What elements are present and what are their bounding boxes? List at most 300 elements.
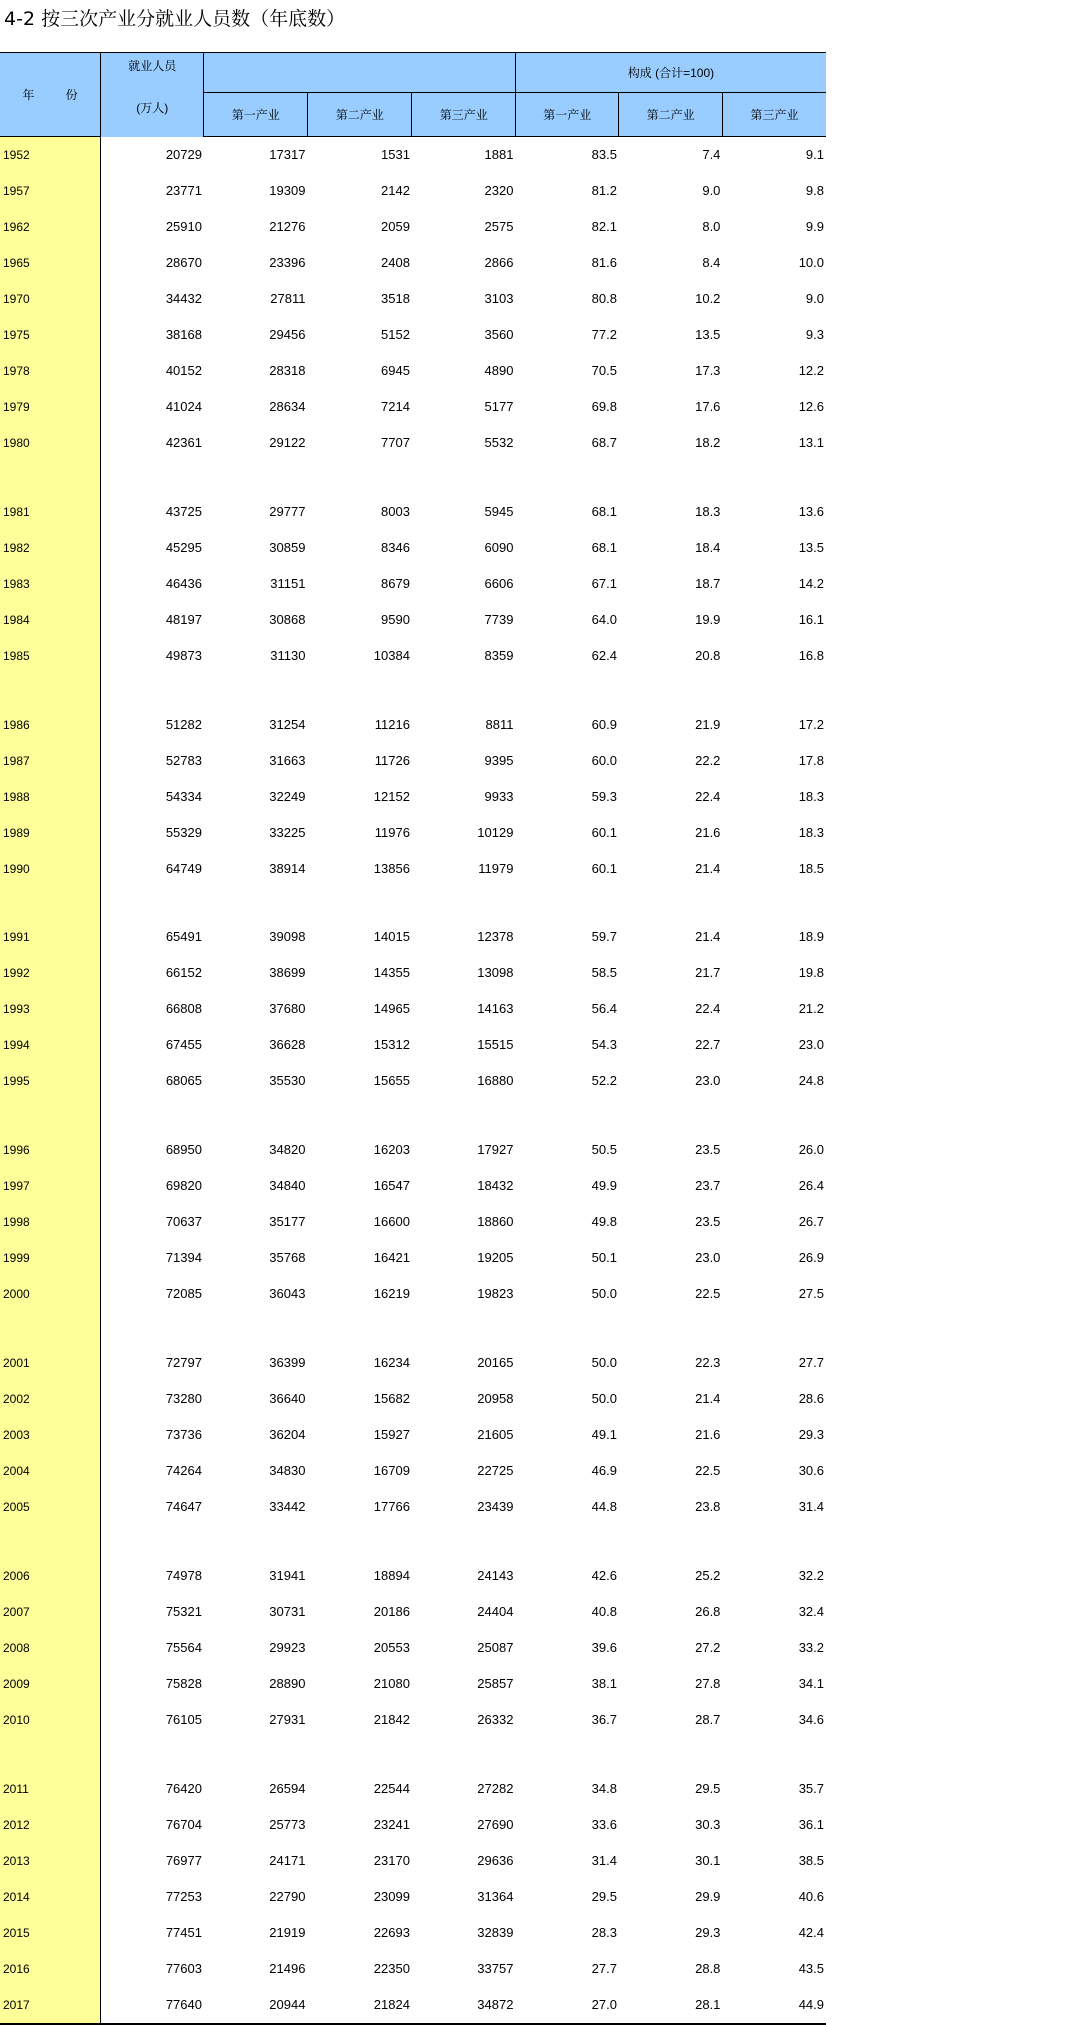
share-primary-cell: 80.8 xyxy=(591,291,617,306)
spacer-cell xyxy=(722,1099,826,1132)
employed-tertiary-cell: 20165 xyxy=(477,1354,514,1370)
table-row xyxy=(0,1951,826,1987)
share-primary-cell: 68.7 xyxy=(591,435,617,450)
year-cell: 2006 xyxy=(0,1558,100,1594)
table-row xyxy=(0,602,826,638)
employed-primary-cell: 28318 xyxy=(269,363,306,378)
year-cell: 2008 xyxy=(0,1630,100,1666)
employed-total-cell: 74978 xyxy=(165,1567,202,1583)
employed-header-line1: 就业人员 xyxy=(128,59,177,73)
employed-secondary-cell: 16219 xyxy=(373,1286,410,1302)
employed-secondary-cell: 20186 xyxy=(373,1603,410,1619)
employed-primary-cell: 22790 xyxy=(269,1888,306,1904)
table-row xyxy=(0,137,826,174)
year-cell: 1988 xyxy=(0,779,100,815)
employed-primary-cell: 36628 xyxy=(269,1037,306,1053)
spacer-cell xyxy=(515,887,618,920)
share-secondary-cell: 22.5 xyxy=(695,1462,721,1478)
employed-secondary-cell: 8679 xyxy=(381,575,410,591)
employed-primary-cell: 21919 xyxy=(269,1924,306,1940)
employed-primary-cell: 36640 xyxy=(269,1390,306,1406)
employed-tertiary-cell: 12378 xyxy=(477,929,514,945)
employed-tertiary-cell: 31364 xyxy=(477,1888,514,1904)
employed-secondary-cell: 23241 xyxy=(373,1816,410,1832)
table-row xyxy=(0,991,826,1027)
employed-tertiary-cell: 3103 xyxy=(484,291,514,306)
share-tertiary-cell: 27.5 xyxy=(798,1286,824,1302)
employed-secondary-cell: 13856 xyxy=(373,860,410,876)
spacer-cell xyxy=(412,461,516,494)
employed-secondary-cell: 21824 xyxy=(307,1987,412,2024)
employed-total-cell: 66808 xyxy=(165,1001,202,1017)
employed-primary-cell: 31254 xyxy=(269,716,306,732)
year-cell: 1987 xyxy=(0,743,100,779)
employed-primary-cell: 31941 xyxy=(269,1567,306,1583)
employed-primary-cell: 20944 xyxy=(204,1987,307,2024)
year-cell: 1965 xyxy=(0,245,100,281)
table-row xyxy=(0,1843,826,1879)
share-secondary-cell: 27.8 xyxy=(695,1675,721,1691)
table-row xyxy=(0,1417,826,1453)
employed-total-cell: 41024 xyxy=(165,399,202,414)
share-secondary-cell: 21.4 xyxy=(695,1390,721,1406)
share-primary-cell: 59.7 xyxy=(591,929,617,945)
share-primary-cell: 82.1 xyxy=(591,219,617,234)
table-spacer-row xyxy=(0,887,826,920)
employed-total-cell: 48197 xyxy=(165,611,202,627)
employed-primary-cell: 36399 xyxy=(269,1354,306,1370)
share-primary-cell: 60.0 xyxy=(591,752,617,768)
share-primary-cell: 36.7 xyxy=(591,1711,617,1727)
employed-total-cell: 45295 xyxy=(165,539,202,555)
employed-primary-cell: 24171 xyxy=(269,1852,306,1868)
employed-total-cell: 65491 xyxy=(165,929,202,945)
share-tertiary-cell: 31.4 xyxy=(798,1498,824,1514)
employed-secondary-cell: 16709 xyxy=(373,1462,410,1478)
share-primary-cell: 40.8 xyxy=(591,1603,617,1619)
employment-table xyxy=(0,52,826,2025)
share-tertiary-cell: 18.5 xyxy=(798,860,824,876)
employed-tertiary-cell: 26332 xyxy=(477,1711,514,1727)
employed-primary-cell: 35530 xyxy=(269,1073,306,1089)
employed-primary-cell: 30859 xyxy=(269,539,306,555)
employed-primary-cell: 26594 xyxy=(269,1780,306,1796)
employed-tertiary-cell: 24404 xyxy=(477,1603,514,1619)
table-spacer-row xyxy=(0,1738,826,1771)
employed-secondary-cell: 2059 xyxy=(381,219,410,234)
employed-secondary-cell: 8346 xyxy=(381,539,410,555)
year-cell: 1982 xyxy=(0,530,100,566)
year-cell: 1999 xyxy=(0,1240,100,1276)
share-secondary-cell: 13.5 xyxy=(695,327,721,342)
employed-total-cell: 76704 xyxy=(165,1816,202,1832)
year-cell: 1992 xyxy=(0,955,100,991)
spacer-cell xyxy=(0,1738,100,1771)
share-tertiary-cell: 13.6 xyxy=(798,503,824,519)
spacer-cell xyxy=(100,887,203,920)
employed-total-cell: 76105 xyxy=(165,1711,202,1727)
share-primary-cell: 62.4 xyxy=(591,647,617,663)
spacer-cell xyxy=(307,887,412,920)
employed-primary-cell: 32249 xyxy=(269,788,306,804)
spacer-cell xyxy=(412,1099,516,1132)
year-cell: 2002 xyxy=(0,1381,100,1417)
share-secondary-cell: 23.7 xyxy=(695,1178,721,1194)
year-header-label: 年 份 xyxy=(22,88,92,102)
share-secondary-cell: 17.6 xyxy=(695,399,721,414)
employed-total-cell: 73736 xyxy=(165,1426,202,1442)
share-tertiary-cell: 9.8 xyxy=(805,183,824,198)
year-cell: 2015 xyxy=(0,1915,100,1951)
table-row xyxy=(0,1381,826,1417)
employed-primary-cell: 39098 xyxy=(269,929,306,945)
share-tertiary-cell: 43.5 xyxy=(798,1960,824,1976)
spacer-cell xyxy=(307,674,412,707)
employed-secondary-cell: 16234 xyxy=(373,1354,410,1370)
share-secondary-cell: 21.6 xyxy=(695,824,721,840)
employed-secondary-cell: 22693 xyxy=(373,1924,410,1940)
employed-primary-cell: 21276 xyxy=(269,219,306,234)
share-tertiary-cell: 14.2 xyxy=(798,575,824,591)
table-row xyxy=(0,1132,826,1168)
share-primary-cell: 52.2 xyxy=(591,1073,617,1089)
sub-header-secondary-share: 第二产业 xyxy=(619,93,722,137)
share-secondary-cell: 10.2 xyxy=(695,291,721,306)
employed-secondary-cell: 12152 xyxy=(373,788,410,804)
employed-primary-cell: 27811 xyxy=(270,291,306,306)
share-primary-cell: 70.5 xyxy=(591,363,617,378)
employed-secondary-cell: 10384 xyxy=(373,647,410,663)
table-spacer-row xyxy=(0,461,826,494)
employed-secondary-cell: 11976 xyxy=(374,824,410,840)
year-cell: 1996 xyxy=(0,1132,100,1168)
share-primary-cell: 38.1 xyxy=(591,1675,617,1691)
employed-primary-cell: 28890 xyxy=(269,1675,306,1691)
employed-secondary-cell: 21080 xyxy=(373,1675,410,1691)
employed-secondary-cell: 2408 xyxy=(381,255,410,270)
employed-total-cell: 77451 xyxy=(165,1924,202,1940)
employed-secondary-cell: 9590 xyxy=(381,611,410,627)
spacer-cell xyxy=(100,1738,203,1771)
table-row xyxy=(0,1987,826,2024)
table-row xyxy=(0,1276,826,1312)
share-secondary-cell: 28.7 xyxy=(695,1711,721,1727)
share-secondary-cell: 19.9 xyxy=(695,611,721,627)
share-primary-cell: 69.8 xyxy=(591,399,617,414)
employed-tertiary-cell: 22725 xyxy=(477,1462,514,1478)
composition-group-header: 构成 (合计=100) xyxy=(515,53,826,93)
employed-tertiary-cell: 6090 xyxy=(484,539,514,555)
share-tertiary-cell: 9.3 xyxy=(805,327,824,342)
spacer-cell xyxy=(0,461,100,494)
share-tertiary-cell: 26.0 xyxy=(798,1142,824,1158)
share-primary-cell: 59.3 xyxy=(591,788,617,804)
table-row xyxy=(0,707,826,743)
share-tertiary-cell: 42.4 xyxy=(798,1924,824,1940)
employed-primary-cell: 19309 xyxy=(269,183,306,198)
share-secondary-cell: 22.4 xyxy=(695,1001,721,1017)
year-cell: 1998 xyxy=(0,1204,100,1240)
spacer-cell xyxy=(412,1525,516,1558)
table-row xyxy=(0,1630,826,1666)
spacer-cell xyxy=(619,1099,722,1132)
table-row xyxy=(0,1702,826,1738)
year-cell: 2016 xyxy=(0,1951,100,1987)
employed-total-cell: 23771 xyxy=(165,183,202,198)
share-primary-cell: 77.2 xyxy=(591,327,617,342)
spacer-cell xyxy=(204,1738,307,1771)
share-tertiary-cell: 13.5 xyxy=(798,539,824,555)
employed-total-cell: 68065 xyxy=(165,1073,202,1089)
year-cell: 2001 xyxy=(0,1345,100,1381)
employed-secondary-cell: 23099 xyxy=(373,1888,410,1904)
spacer-cell xyxy=(204,674,307,707)
share-secondary-cell: 30.3 xyxy=(695,1816,721,1832)
employed-tertiary-cell: 2575 xyxy=(484,219,514,234)
share-tertiary-cell: 18.3 xyxy=(798,824,824,840)
share-secondary-cell: 22.5 xyxy=(695,1286,721,1302)
share-secondary-cell: 27.2 xyxy=(695,1639,721,1655)
year-cell: 2003 xyxy=(0,1417,100,1453)
share-secondary-cell: 22.7 xyxy=(695,1037,721,1053)
spacer-cell xyxy=(515,1525,618,1558)
spacer-cell xyxy=(0,887,100,920)
spacer-cell xyxy=(0,674,100,707)
employed-total-cell: 49873 xyxy=(165,647,202,663)
table-spacer-row xyxy=(0,674,826,707)
employed-total-cell: 28670 xyxy=(165,255,202,270)
employed-primary-cell: 17317 xyxy=(269,147,306,162)
employed-secondary-cell: 21842 xyxy=(373,1711,410,1727)
sub-header-tertiary-share: 第三产业 xyxy=(722,93,826,137)
share-tertiary-cell: 34.6 xyxy=(798,1711,824,1727)
employed-total-cell: 38168 xyxy=(165,327,202,342)
spacer-cell xyxy=(412,887,516,920)
employed-tertiary-cell: 3560 xyxy=(484,327,514,342)
employed-tertiary-cell: 16880 xyxy=(477,1073,514,1089)
employed-tertiary-cell: 24143 xyxy=(477,1567,514,1583)
employed-tertiary-cell: 15515 xyxy=(477,1037,514,1053)
share-tertiary-cell: 19.8 xyxy=(798,965,824,981)
employed-total-cell: 70637 xyxy=(165,1214,202,1230)
share-tertiary-cell: 12.2 xyxy=(798,363,824,378)
share-secondary-cell: 26.8 xyxy=(695,1603,721,1619)
year-cell: 1991 xyxy=(0,919,100,955)
employed-primary-cell: 25773 xyxy=(269,1816,306,1832)
employed-primary-cell: 21496 xyxy=(269,1960,306,1976)
employed-total-cell: 46436 xyxy=(165,575,202,591)
share-secondary-cell: 29.3 xyxy=(695,1924,721,1940)
share-secondary-cell: 7.4 xyxy=(702,147,721,162)
spacer-cell xyxy=(100,674,203,707)
employed-tertiary-cell: 17927 xyxy=(477,1142,514,1158)
employed-secondary-cell: 22350 xyxy=(373,1960,410,1976)
year-cell: 2005 xyxy=(0,1489,100,1525)
employed-tertiary-cell: 18432 xyxy=(477,1178,514,1194)
spacer-cell xyxy=(100,1099,203,1132)
share-primary-cell: 67.1 xyxy=(591,575,617,591)
year-cell: 1994 xyxy=(0,1027,100,1063)
table-row xyxy=(0,1204,826,1240)
employed-secondary-cell: 14965 xyxy=(373,1001,410,1017)
share-primary-cell: 60.1 xyxy=(591,824,617,840)
share-secondary-cell: 23.8 xyxy=(695,1498,721,1514)
share-secondary-cell: 21.7 xyxy=(695,965,721,981)
table-row xyxy=(0,1807,826,1843)
share-tertiary-cell: 28.6 xyxy=(798,1390,824,1406)
spacer-cell xyxy=(515,674,618,707)
spacer-cell xyxy=(0,1525,100,1558)
spacer-cell xyxy=(619,1738,722,1771)
employed-tertiary-cell: 27690 xyxy=(477,1816,514,1832)
share-secondary-cell: 30.1 xyxy=(695,1852,721,1868)
year-column-header xyxy=(0,53,100,137)
employed-tertiary-cell: 9933 xyxy=(484,788,514,804)
share-primary-cell: 42.6 xyxy=(591,1567,617,1583)
spacer-cell xyxy=(204,1525,307,1558)
employed-primary-cell: 29456 xyxy=(269,327,306,342)
share-primary-cell: 60.9 xyxy=(591,716,617,732)
employed-tertiary-cell: 23439 xyxy=(477,1498,514,1514)
employed-tertiary-cell: 19205 xyxy=(477,1250,514,1266)
share-tertiary-cell: 18.3 xyxy=(798,788,824,804)
share-secondary-cell: 22.3 xyxy=(695,1354,721,1370)
spacer-cell xyxy=(722,461,826,494)
share-primary-cell: 50.5 xyxy=(591,1142,617,1158)
spacer-cell xyxy=(515,1099,618,1132)
share-secondary-cell: 18.3 xyxy=(695,503,721,519)
share-tertiary-cell: 32.4 xyxy=(798,1603,824,1619)
year-cell: 2013 xyxy=(0,1843,100,1879)
employed-tertiary-cell: 25087 xyxy=(477,1639,514,1655)
spacer-cell xyxy=(515,1738,618,1771)
employed-header-line2: (万人) xyxy=(136,101,169,115)
employed-secondary-cell: 8003 xyxy=(381,503,410,519)
employed-primary-cell: 35177 xyxy=(269,1214,306,1230)
table-row xyxy=(0,245,826,281)
year-cell: 1990 xyxy=(0,851,100,887)
table-row xyxy=(0,1594,826,1630)
employed-total-cell: 67455 xyxy=(165,1037,202,1053)
employed-tertiary-cell: 19823 xyxy=(477,1286,514,1302)
share-secondary-cell: 23.0 xyxy=(695,1250,721,1266)
share-secondary-cell: 18.2 xyxy=(695,435,721,450)
share-tertiary-cell: 34.1 xyxy=(798,1675,824,1691)
share-tertiary-cell: 27.7 xyxy=(798,1354,824,1370)
employed-secondary-cell: 2142 xyxy=(381,183,410,198)
employed-total-cell: 77253 xyxy=(165,1888,202,1904)
spacer-cell xyxy=(100,1525,203,1558)
share-primary-cell: 44.8 xyxy=(591,1498,617,1514)
table-row xyxy=(0,1879,826,1915)
share-secondary-cell: 9.0 xyxy=(702,183,721,198)
employed-primary-cell: 29923 xyxy=(269,1639,306,1655)
table-row xyxy=(0,851,826,887)
share-secondary-cell: 21.6 xyxy=(695,1426,721,1442)
share-primary-cell: 58.5 xyxy=(591,965,617,981)
share-primary-cell: 33.6 xyxy=(591,1816,617,1832)
share-primary-cell: 68.1 xyxy=(591,503,617,519)
year-cell: 2011 xyxy=(0,1771,100,1807)
table-row xyxy=(0,1666,826,1702)
employed-tertiary-cell: 29636 xyxy=(477,1852,514,1868)
employed-total-cell: 77640 xyxy=(100,1987,203,2024)
employed-total-cell: 74264 xyxy=(165,1462,202,1478)
year-cell: 2009 xyxy=(0,1666,100,1702)
share-secondary-cell: 25.2 xyxy=(695,1567,721,1583)
employed-tertiary-cell: 21605 xyxy=(477,1426,514,1442)
employed-total-cell: 75828 xyxy=(165,1675,202,1691)
share-secondary-cell: 21.9 xyxy=(695,716,721,732)
spacer-cell xyxy=(619,1525,722,1558)
share-secondary-cell: 29.5 xyxy=(695,1780,721,1796)
employed-tertiary-cell: 6606 xyxy=(484,575,514,591)
share-secondary-cell: 22.4 xyxy=(695,788,721,804)
spacer-cell xyxy=(515,1312,618,1345)
year-cell: 2014 xyxy=(0,1879,100,1915)
table-header xyxy=(0,53,826,137)
table-row xyxy=(0,209,826,245)
year-cell: 2004 xyxy=(0,1453,100,1489)
share-primary-cell: 49.9 xyxy=(591,1178,617,1194)
employed-secondary-cell: 7214 xyxy=(381,399,410,414)
employed-tertiary-cell: 20958 xyxy=(477,1390,514,1406)
share-tertiary-cell: 35.7 xyxy=(798,1780,824,1796)
table-row xyxy=(0,281,826,317)
employed-primary-cell: 31130 xyxy=(270,647,306,663)
spacer-cell xyxy=(722,674,826,707)
employed-tertiary-cell: 1881 xyxy=(484,147,514,162)
sub-header-tertiary-count: 第三产业 xyxy=(412,93,516,137)
employed-tertiary-cell: 27282 xyxy=(477,1780,514,1796)
share-primary-cell: 83.5 xyxy=(591,147,617,162)
employed-secondary-cell: 15655 xyxy=(373,1073,410,1089)
spacer-cell xyxy=(204,461,307,494)
share-tertiary-cell: 38.5 xyxy=(798,1852,824,1868)
spacer-cell xyxy=(619,461,722,494)
share-secondary-cell: 21.4 xyxy=(695,860,721,876)
share-tertiary-cell: 26.9 xyxy=(798,1250,824,1266)
employed-primary-cell: 34840 xyxy=(269,1178,306,1194)
share-secondary-cell: 22.2 xyxy=(695,752,721,768)
year-cell: 1975 xyxy=(0,317,100,353)
year-cell: 1962 xyxy=(0,209,100,245)
employed-primary-cell: 29777 xyxy=(269,503,306,519)
year-cell: 1983 xyxy=(0,566,100,602)
spacer-cell xyxy=(412,1738,516,1771)
spacer-cell xyxy=(204,1312,307,1345)
employed-total-cell: 42361 xyxy=(165,435,202,450)
employed-secondary-cell: 16421 xyxy=(373,1250,410,1266)
year-cell: 1981 xyxy=(0,494,100,530)
employed-total-cell: 73280 xyxy=(165,1390,202,1406)
table-row xyxy=(0,779,826,815)
year-cell: 1952 xyxy=(0,137,100,174)
employed-total-cell: 55329 xyxy=(165,824,202,840)
share-primary-cell: 50.1 xyxy=(591,1250,617,1266)
spacer-cell xyxy=(0,1312,100,1345)
employed-secondary-cell: 3518 xyxy=(381,291,410,306)
year-cell: 2012 xyxy=(0,1807,100,1843)
year-cell: 1989 xyxy=(0,815,100,851)
share-primary-cell: 46.9 xyxy=(591,1462,617,1478)
share-secondary-cell: 8.0 xyxy=(702,219,721,234)
year-cell: 1995 xyxy=(0,1063,100,1099)
table-row xyxy=(0,1558,826,1594)
share-primary-cell: 27.7 xyxy=(591,1960,617,1976)
employed-total-cell: 76420 xyxy=(165,1780,202,1796)
employed-total-cell: 74647 xyxy=(165,1498,202,1514)
